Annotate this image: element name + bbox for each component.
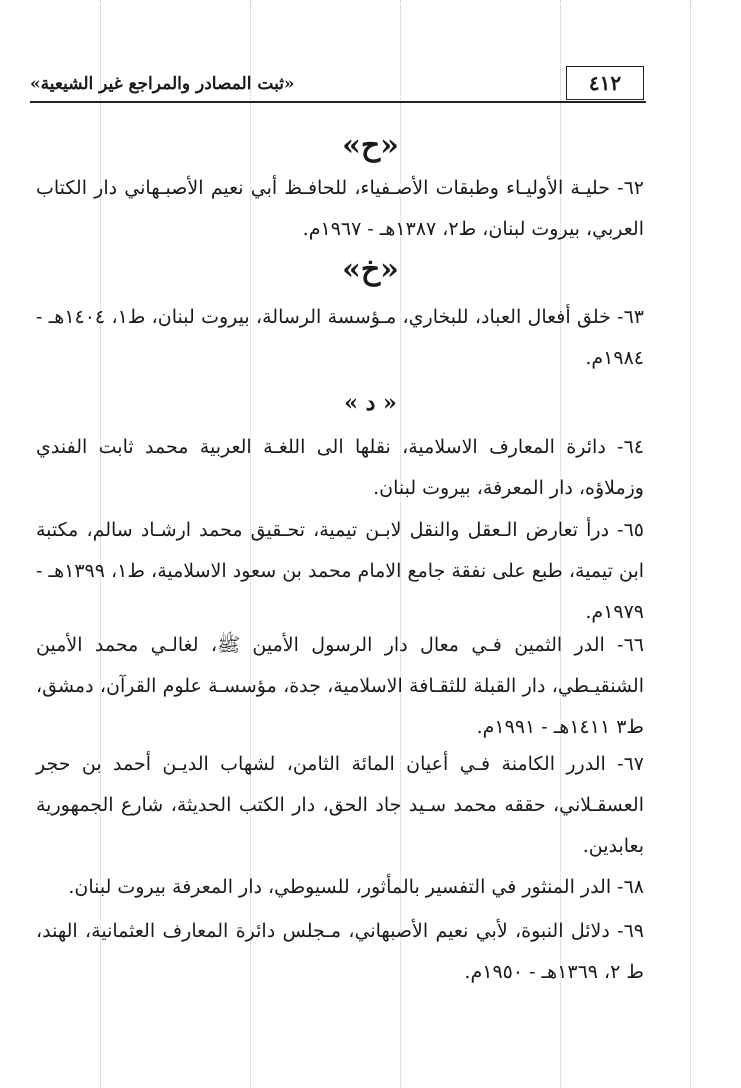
bibliography-entry-67: ٦٧- الدرر الكامنة فـي أعيان المائة الثامن، لشهاب الديـن أحمد بن حجر العسقـلاني، حققه محمد سـيد جاد الحق، دار الكتب الحديثة، شارع الجمهورية بعابدين.	[36, 753, 644, 857]
bibliography-entry-64: ٦٤- دائرة المعارف الاسلامية، نقلها الى اللغـة العربية محمد ثابت الفندي وزملاؤه، دار المعرفة، بيروت لبنان.	[36, 436, 644, 499]
bibliography-entry-65: ٦٥- درأ تعارض الـعقل والنقل لابـن تيمية، تحـقيق محمد ارشـاد سالم، مكتبة ابن تيمية، طبع على نفقة جامع الامام محمد بن سعود الاسلامية، ط١، ١٣٩٩هـ - ١٩٧٩م.	[36, 519, 645, 623]
section-heading-dal: « د »	[344, 390, 397, 416]
section-heading-ha: «ح»	[342, 128, 399, 163]
section-heading-kha: «خ»	[342, 252, 399, 287]
bibliography-entry-63: ٦٣- خلق أفعال العباد، للبخاري، مـؤسسة الرسالة، بيروت لبنان، ط١، ١٤٠٤هـ - ١٩٨٤م.	[36, 306, 644, 369]
bibliography-entry-66: ٦٦- الدر الثمين فـي معال دار الرسول الأمين ﷺ، لغالـي محمد الأمين الشنقيـطي، دار القبلة للثقـافة الاسلامية، جدة، مؤسسـة علوم القرآن، دمشق، ط٣ ١٤١١هـ - ١٩٩١م.	[36, 634, 644, 738]
page-number: ٤١٢	[566, 66, 644, 100]
running-header-title: «ثبت المصادر والمراجع غير الشيعية»	[30, 74, 295, 94]
bibliography-entry-62: ٦٢- حليـة الأوليـاء وطبقات الأصـفياء، للحافـظ أبي نعيم الأصبـهاني دار الكتاب العربي، بيروت لبنان، ط٢، ١٣٨٧هـ - ١٩٦٧م.	[36, 177, 644, 240]
bibliography-entry-69: ٦٩- دلائل النبوة، لأبي نعيم الأصبهاني، مـجلس دائرة المعارف العثمانية، الهند، ط ٢، ١٣٦٩هـ - ١٩٥٠م.	[36, 920, 644, 983]
header-rule	[30, 101, 646, 103]
bibliography-entry-68: ٦٨- الدر المنثور في التفسير بالمأثور، للسيوطي، دار المعرفة بيروت لبنان.	[68, 876, 644, 898]
